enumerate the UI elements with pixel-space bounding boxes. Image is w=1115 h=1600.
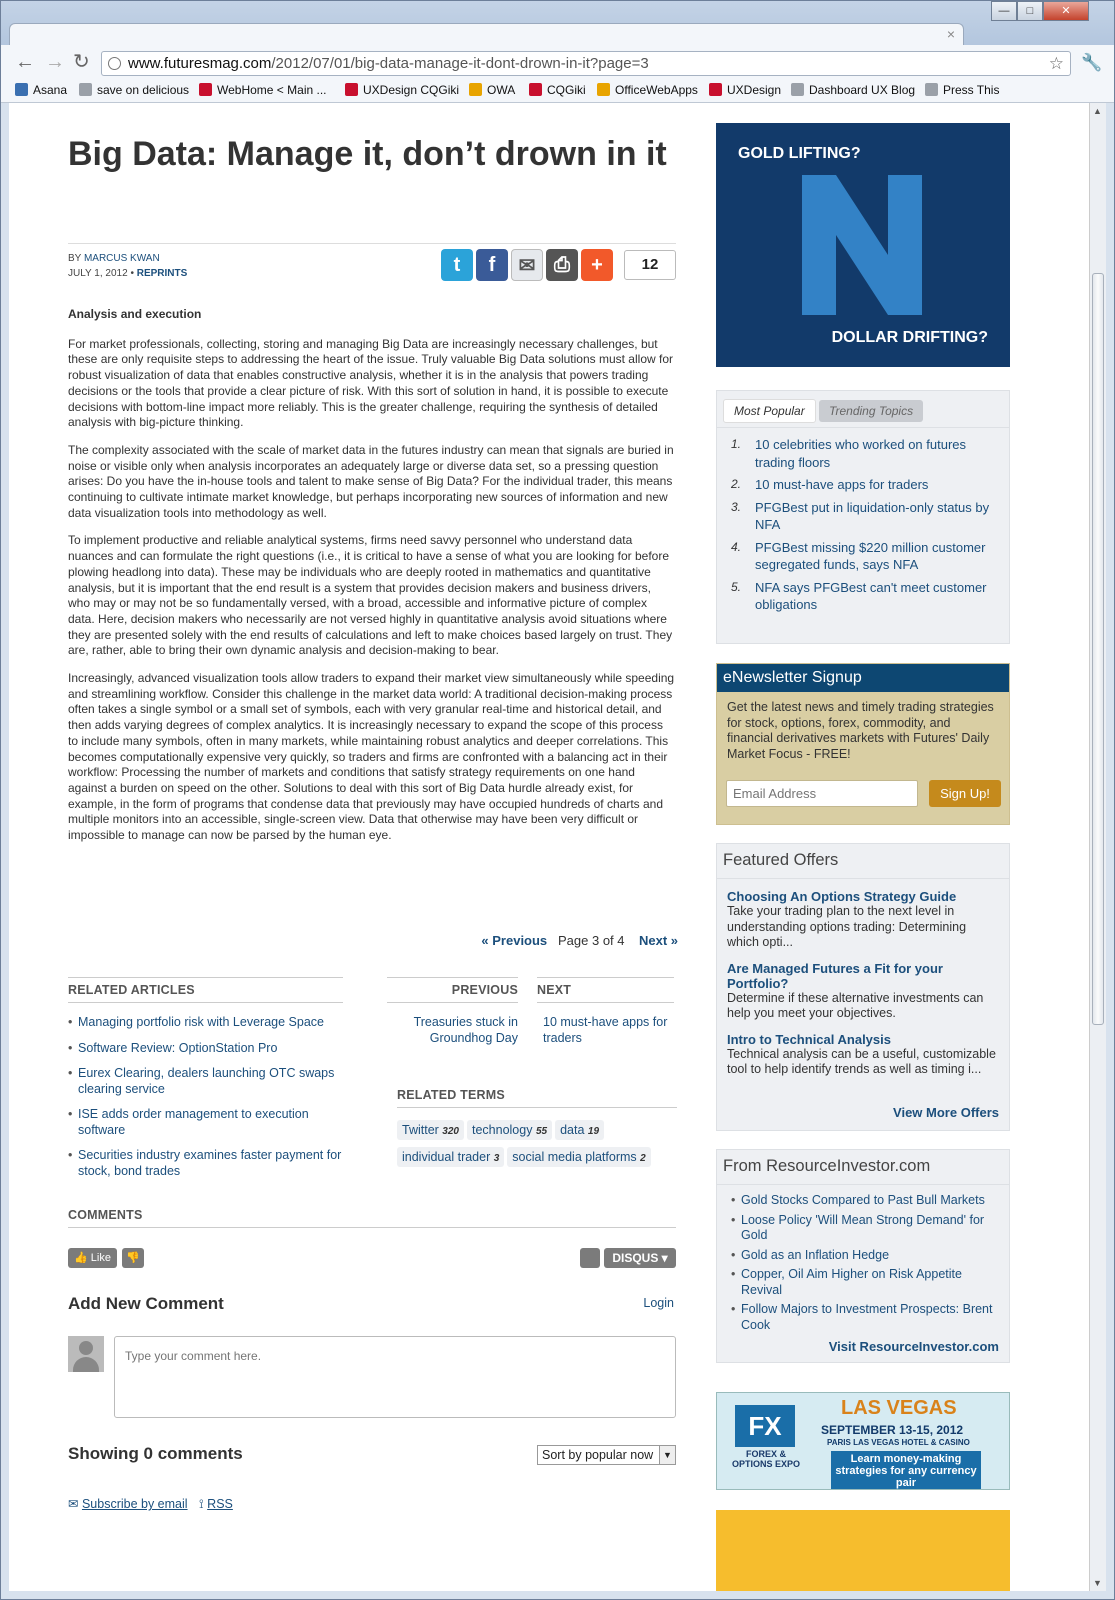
popular-item-label: NFA says PFGBest can't meet customer obligations (755, 579, 987, 612)
bookmark-item[interactable] (345, 83, 459, 97)
related-article-link[interactable]: • ISE adds order management to execution software (68, 1107, 343, 1138)
popular-item-number: 1. (731, 437, 742, 451)
maximize-button[interactable]: □ (1017, 1, 1043, 21)
paragraph: For market professionals, collecting, storing and managing Big Data are increasingly necessary challenges, but these are only requisite steps to addressing the heart of the issue. Truly valuable Big Data solutions must allow for robust visualization of data that enables constructive analysis, whether it is in the analysis that powers trading decisions or the tools that provide a clear picture of risk. With this sort of solution in hand, it is possible to execute decisions with bottom-line impact more reliably. This is the greater challenge, requiring the synthesis of detailed analysis with big-picture thinking. (68, 336, 673, 430)
popular-item-number: 3. (731, 499, 742, 514)
comment-count-heading: Showing 0 comments (68, 1444, 243, 1463)
resource-link[interactable]: • Gold Stocks Compared to Past Bull Markets (731, 1193, 999, 1209)
related-terms-heading: RELATED TERMS (397, 1088, 677, 1108)
bookmark-item[interactable] (15, 83, 67, 97)
wrench-icon[interactable]: 🔧 (1081, 53, 1103, 72)
tab-strip (1, 1, 1114, 45)
offer-item (717, 961, 1009, 1022)
popular-box (716, 390, 1010, 644)
popular-tabs (717, 391, 1009, 427)
comment-input[interactable] (114, 1336, 676, 1418)
add-comment-heading: Add New Comment (68, 1294, 224, 1313)
bookmark-favicon-icon (199, 83, 212, 96)
bookmark-label: Asana (33, 83, 68, 97)
popular-item[interactable] (731, 579, 999, 614)
forex-expo-ad[interactable] (716, 1392, 1010, 1490)
rss-icon: ⟟ (199, 1497, 208, 1511)
offer-description: Determine if these alternative investments can help you meet your objectives. (727, 990, 984, 1020)
print-icon[interactable]: ⎙ (546, 249, 578, 281)
popular-item-label: PFGBest put in liquidation-only status by NFA (755, 499, 990, 532)
offer-description: Take your trading plan to the next level in understanding options trading: Determining which opti... (727, 904, 967, 949)
resource-link[interactable]: • Loose Policy 'Will Mean Strong Demand' for Gold (731, 1213, 999, 1244)
byline (68, 251, 187, 281)
previous-page-link[interactable]: « Previous (481, 933, 548, 948)
term-label: technology (471, 1123, 533, 1137)
bookmark-label: Dashboard UX Blog (809, 83, 916, 97)
resource-link[interactable]: • Gold as an Inflation Hedge (731, 1248, 999, 1264)
visit-resource-investor-link[interactable]: Visit ResourceInvestor.com (828, 1339, 999, 1354)
browser-toolbar (1, 45, 1114, 79)
bookmark-favicon-icon (15, 83, 28, 96)
sort-value: Sort by popular now (542, 1448, 654, 1462)
popular-item-label: 10 celebrities who worked on futures trading floors (755, 437, 967, 470)
bookmark-label: UXDesign CQGiki (363, 83, 460, 97)
popular-item-number: 4. (731, 539, 742, 554)
bookmark-label: UXDesign (727, 83, 782, 97)
bookmark-favicon-icon (709, 83, 722, 96)
term-count: 2 (640, 1153, 646, 1164)
disqus-user-icon[interactable] (580, 1248, 600, 1268)
sort-select[interactable] (537, 1445, 676, 1465)
newsletter-heading: eNewsletter Signup (717, 664, 1009, 694)
email-icon: ✉ (68, 1497, 82, 1511)
scroll-up-icon[interactable]: ▲ (1093, 106, 1102, 116)
next-heading: NEXT (537, 977, 674, 1003)
paragraph: The complexity associated with the scale of market data in the futures industry can mean that signals are buried in noise or visible only when analysis incorporates an adequately large or diverse data set, so a pressing question arises: Do you have the in-house tools and talent to make sense of Big Data? For the individual trader, this means continuing to cultivate intimate market knowledge, but perhaps incorporating new sources of information and new data visualization tools into methodology as well. (68, 442, 674, 520)
comments-heading: COMMENTS (68, 1208, 676, 1228)
next-page-link[interactable]: Next » (638, 933, 678, 948)
page-indicator: Page 3 of 4 (558, 933, 625, 948)
popular-item-number: 2. (731, 477, 742, 491)
back-icon[interactable]: ← (15, 51, 35, 73)
page-icon (108, 57, 121, 70)
related-list (68, 1015, 343, 1179)
ad-tagline: Learn money-making strategies for any currency pair (831, 1451, 981, 1490)
subscribe-links (68, 1496, 241, 1512)
reload-icon[interactable]: ↻ (73, 51, 90, 73)
offer-title-link[interactable]: Are Managed Futures a Fit for your Portfolio? (727, 960, 943, 991)
offer-description: Technical analysis can be a useful, customizable tool to help identify trends as well as timing i... (727, 1046, 996, 1076)
bookmark-favicon-icon (529, 83, 542, 96)
bookmark-favicon-icon (79, 83, 92, 96)
next-article (537, 977, 674, 1046)
related-articles (68, 977, 343, 1189)
scrollbar-thumb[interactable] (1092, 273, 1104, 1025)
bookmark-label: Press This (943, 83, 1000, 97)
bookmark-favicon-icon (925, 83, 938, 96)
section-heading: Analysis and execution (68, 307, 202, 321)
offer-title-link[interactable]: Intro to Technical Analysis (727, 1031, 891, 1047)
related-article-link[interactable]: • Eurex Clearing, dealers launching OTC swaps clearing service (68, 1066, 343, 1097)
comments-section (68, 1208, 676, 1511)
popular-item[interactable] (731, 499, 999, 534)
term-count: 320 (442, 1126, 459, 1137)
newsletter-description: Get the latest news and timely trading strategies for stock, options, forex, commodity, and financial derivatives markets with Futures' Daily Market Focus - FREE! (727, 700, 994, 761)
fx-logo: FX (735, 1405, 795, 1447)
offer-item (717, 1032, 1009, 1078)
previous-heading: PREVIOUS (387, 977, 518, 1003)
email-share-icon[interactable]: ✉ (511, 249, 543, 281)
bookmark-item[interactable] (529, 83, 586, 97)
url-host: www.futuresmag.com (128, 55, 272, 72)
previous-article-link[interactable]: Treasuries stuck in Groundhog Day (413, 1015, 518, 1045)
bookmark-label: CQGiki (547, 83, 586, 97)
term-chips (397, 1120, 677, 1174)
term-chip[interactable] (467, 1120, 552, 1140)
bookmark-item[interactable] (597, 83, 698, 97)
related-article-link[interactable]: • Managing portfolio risk with Leverage Space (68, 1015, 343, 1031)
term-count: 19 (587, 1126, 600, 1137)
popular-item-label: 10 must-have apps for traders (755, 477, 929, 492)
resource-list (717, 1185, 1009, 1333)
newsletter-signup (716, 663, 1010, 825)
article-body (68, 307, 676, 856)
byline-prefix: BY (68, 253, 84, 264)
term-count: 55 (535, 1126, 548, 1137)
subscribe-email-link[interactable]: Subscribe by email (81, 1497, 188, 1511)
bookmark-item[interactable] (79, 83, 189, 97)
avatar (68, 1336, 104, 1372)
bookmark-favicon-icon (345, 83, 358, 96)
resource-link[interactable]: • Copper, Oil Aim Higher on Risk Appetite Revival (731, 1267, 999, 1298)
bookmark-favicon-icon (791, 83, 804, 96)
offer-title-link[interactable]: Choosing An Options Strategy Guide (727, 889, 957, 904)
like-button[interactable]: 👍 Like (68, 1248, 117, 1268)
bookmark-item[interactable] (199, 83, 327, 97)
twitter-share-icon[interactable]: t (441, 249, 473, 281)
popular-list (717, 427, 1009, 623)
browser-tab[interactable] (9, 23, 964, 45)
url-path: /2012/07/01/big-data-manage-it-dont-drown-in-it?page=3 (271, 55, 649, 72)
pagination (478, 933, 678, 948)
share-count: 12 (624, 250, 676, 280)
bookmark-favicon-icon (469, 83, 482, 96)
ad-hotel: PARIS LAS VEGAS HOTEL & CASINO (827, 1438, 970, 1447)
popular-item-label: PFGBest missing $220 million customer segregated funds, says NFA (755, 539, 986, 572)
article-date: JULY 1, 2012 • (68, 268, 137, 279)
bookmark-label: OfficeWebApps (615, 83, 698, 97)
bookmark-label: OWA (487, 83, 516, 97)
term-label: data (560, 1123, 585, 1137)
term-chip[interactable] (555, 1120, 604, 1140)
term-count: 3 (493, 1153, 500, 1164)
resource-link[interactable]: • Follow Majors to Investment Prospects: Brent Cook (731, 1302, 999, 1333)
fx-subtitle: FOREX & OPTIONS EXPO (731, 1449, 800, 1469)
term-chip[interactable] (397, 1120, 464, 1140)
sign-up-button[interactable]: Sign Up! (929, 780, 1001, 807)
forward-icon[interactable]: → (45, 51, 65, 73)
tab-close-icon[interactable]: × (946, 26, 955, 42)
tab-trending-topics[interactable]: Trending Topics (819, 400, 923, 422)
popular-item-number: 5. (731, 579, 742, 594)
bookmark-item[interactable] (791, 83, 915, 97)
yellow-ad[interactable] (716, 1510, 1010, 1591)
bookmark-star-icon[interactable]: ☆ (1048, 54, 1064, 73)
related-articles-heading: RELATED ARTICLES (68, 977, 343, 1003)
paragraph: Increasingly, advanced visualization tools allow traders to expand their market view simultaneously while speeding and streamlining workflow. Consider this challenge in the market data world: A traditional decision-making process often takes a single symbol or a small set of symbols, each with very granular real-time and historical detail, and then adds varying degrees of complex analytics. It is increasingly necessary to expand the scope of this process to include many symbols, often in many markets, while maintaining robust analytics and deeper correlations. This becomes computationally expensive very quickly, so traders and firms are confronted with a balancing act in their workflow: Processing the number of markets and conditions that satisfy strategy requirements on one hand against a burden on speed on the other. Solutions to deal with this sort of Big Data hurdle already exist, for example, in the form of programs that condense data that previously may have occupied hundreds of charts and multiple monitors into an accessible, single-screen view. Data that otherwise may have been very difficult or impossible to manage can now be parsed by the human eye. (68, 671, 675, 843)
popular-item[interactable] (731, 539, 999, 574)
featured-offers (716, 843, 1010, 1131)
term-label: individual trader (402, 1150, 491, 1164)
bookmark-item[interactable] (469, 83, 515, 97)
gold-dollar-ad[interactable] (716, 123, 1010, 367)
term-label: social media platforms (512, 1150, 637, 1164)
facebook-share-icon[interactable]: f (476, 249, 508, 281)
bookmark-favicon-icon (597, 83, 610, 96)
view-more-offers-link[interactable]: View More Offers (893, 1105, 999, 1120)
tab-most-popular[interactable]: Most Popular (723, 399, 816, 423)
bookmark-label: save on delicious (97, 83, 190, 97)
scroll-down-icon[interactable]: ▼ (1093, 1578, 1102, 1588)
term-chip[interactable] (507, 1147, 650, 1167)
ad-line-2: DOLLAR DRIFTING? (831, 329, 988, 346)
window-close-button[interactable]: ✕ (1043, 1, 1089, 21)
related-article-link[interactable]: • Software Review: OptionStation Pro (68, 1041, 343, 1057)
minimize-button[interactable]: — (991, 1, 1017, 21)
dislike-button[interactable]: 👎 (122, 1248, 144, 1268)
popular-item[interactable] (731, 476, 999, 494)
vertical-scrollbar[interactable] (1089, 103, 1106, 1591)
offers-list (717, 889, 1009, 1078)
more-share-icon[interactable]: + (581, 249, 613, 281)
related-terms (397, 1088, 677, 1174)
offer-item (717, 889, 1009, 951)
reprints-link[interactable]: REPRINTS (136, 268, 188, 279)
bookmark-item[interactable] (709, 83, 781, 97)
sort-arrow: ▼ (659, 1446, 675, 1464)
disqus-menu-button[interactable]: DISQUS ▾ (604, 1248, 676, 1268)
web-page (9, 103, 1089, 1591)
address-bar[interactable] (101, 51, 1071, 76)
related-article-link[interactable]: • Securities industry examines faster payment for stock, bond trades (68, 1148, 343, 1179)
email-field[interactable] (726, 780, 918, 807)
next-article-link[interactable]: 10 must-have apps for traders (543, 1015, 668, 1045)
paragraph: To implement productive and reliable analytical systems, firms need savvy personnel who understand data nuances and can formulate the right questions (i.e., it is critical to have a sense of what you are looking for before plowing headlong into data). These may be individuals who are deeply rooted in mathematics and quantitative analysis, but it is important that the end result is a system that provides decision makers and business drivers, who may or may not be so fundamentally versed, with a broad, accessible and informative picture of complex data. Here, decision makers who necessarily are not versed highly in quantitative analysis avoid situations where they are presented solely with the end results of calculations and left to make choices based largely on trust. They are, rather, able to bring their own dynamic analysis and decision-making to bear. (68, 533, 673, 658)
term-label: Twitter (402, 1123, 439, 1137)
bookmarks-bar (1, 79, 1114, 103)
ad-line-1: GOLD LIFTING? (738, 145, 861, 162)
resource-investor-heading: From ResourceInvestor.com (717, 1150, 1009, 1185)
bookmark-label: WebHome < Main ... (217, 83, 327, 97)
featured-offers-heading: Featured Offers (717, 844, 1009, 879)
n-logo (802, 175, 922, 315)
login-link[interactable]: Login (643, 1296, 674, 1310)
term-chip[interactable] (397, 1147, 504, 1167)
rss-link[interactable]: RSS (207, 1497, 233, 1511)
previous-article (387, 977, 524, 1046)
ad-dates: SEPTEMBER 13-15, 2012 (821, 1423, 964, 1437)
author-link[interactable]: MARCUS KWAN (83, 253, 160, 264)
resource-investor-box (716, 1149, 1010, 1363)
divider (68, 243, 676, 244)
ad-city: LAS VEGAS (841, 1397, 957, 1419)
article-title: Big Data: Manage it, don’t drown in it (68, 135, 667, 173)
bookmark-item[interactable] (925, 83, 999, 97)
popular-item[interactable] (731, 436, 999, 471)
